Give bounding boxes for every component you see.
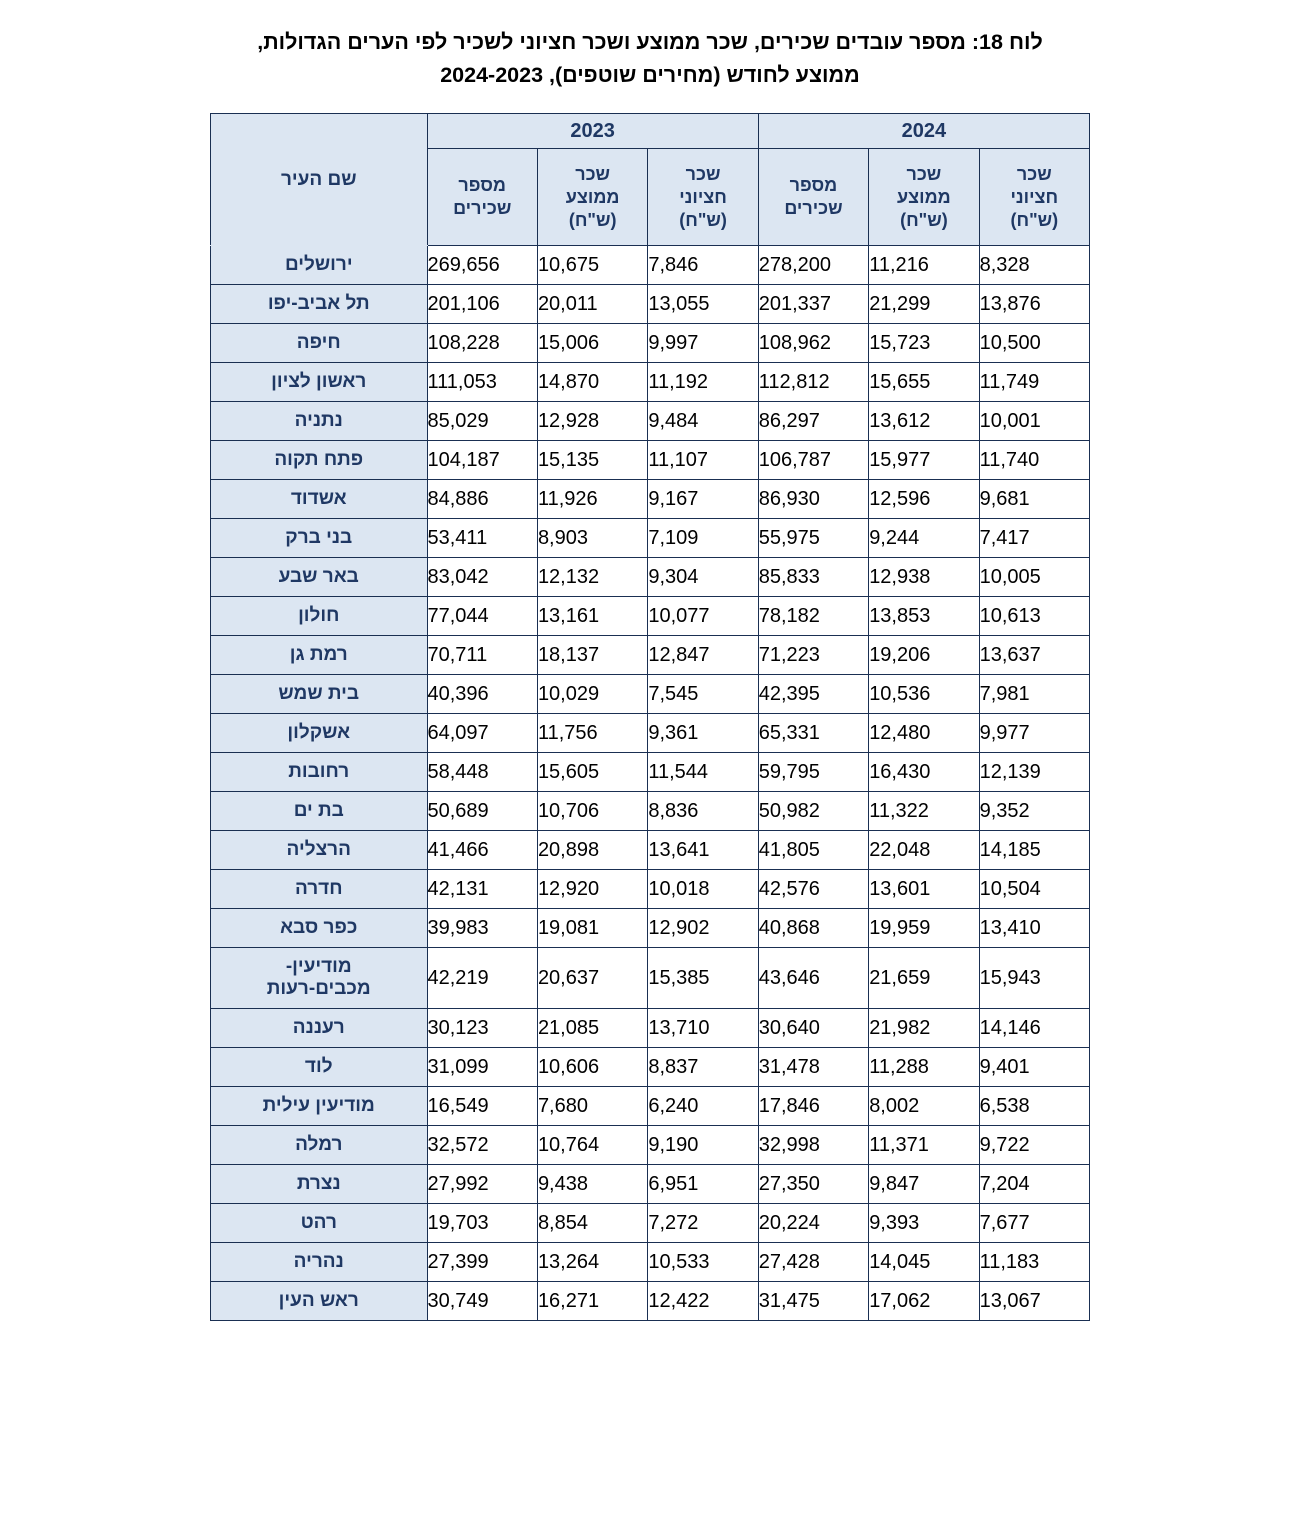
cell-2023-employees: 53,411 xyxy=(427,519,537,558)
cell-2023-median-wage: 9,167 xyxy=(648,480,758,519)
cell-2024-employees: 32,998 xyxy=(758,1126,868,1165)
table-row xyxy=(211,714,1090,753)
cell-city-name: חיפה xyxy=(211,324,428,363)
cell-city-name: לוד xyxy=(211,1048,428,1087)
cell-2024-employees: 41,805 xyxy=(758,831,868,870)
cell-2023-employees: 50,689 xyxy=(427,792,537,831)
table-row xyxy=(211,1204,1090,1243)
cell-2023-employees: 27,399 xyxy=(427,1243,537,1282)
cell-2024-employees: 112,812 xyxy=(758,363,868,402)
column-header-2023-average-wage: שכר ממוצע (ש"ח) xyxy=(537,149,647,246)
cell-2024-employees: 78,182 xyxy=(758,597,868,636)
table-row xyxy=(211,597,1090,636)
cell-2023-employees: 111,053 xyxy=(427,363,537,402)
cell-2023-median-wage: 11,544 xyxy=(648,753,758,792)
cell-city-name: באר שבע xyxy=(211,558,428,597)
cell-2023-employees: 70,711 xyxy=(427,636,537,675)
cell-city-name: אשדוד xyxy=(211,480,428,519)
cell-2024-employees: 43,646 xyxy=(758,948,868,1009)
table-row xyxy=(211,636,1090,675)
cell-2024-average-wage: 11,371 xyxy=(869,1126,979,1165)
cell-city-name: נצרת xyxy=(211,1165,428,1204)
cell-2024-employees: 50,982 xyxy=(758,792,868,831)
wages-by-city-table xyxy=(210,113,1090,1321)
cell-2023-employees: 31,099 xyxy=(427,1048,537,1087)
cell-2024-average-wage: 21,299 xyxy=(869,285,979,324)
cell-city-name: רחובות xyxy=(211,753,428,792)
cell-2024-average-wage: 22,048 xyxy=(869,831,979,870)
cell-2024-employees: 40,868 xyxy=(758,909,868,948)
cell-city-name: חולון xyxy=(211,597,428,636)
cell-2023-median-wage: 9,997 xyxy=(648,324,758,363)
column-header-2024-employees: מספר שכירים xyxy=(758,149,868,246)
cell-2023-employees: 42,219 xyxy=(427,948,537,1009)
cell-2024-median-wage: 9,352 xyxy=(979,792,1089,831)
cell-2024-median-wage: 12,139 xyxy=(979,753,1089,792)
cell-2024-average-wage: 21,982 xyxy=(869,1009,979,1048)
cell-city-name: רמת גן xyxy=(211,636,428,675)
table-row xyxy=(211,870,1090,909)
cell-2023-average-wage: 10,029 xyxy=(537,675,647,714)
cell-2024-employees: 86,297 xyxy=(758,402,868,441)
cell-2024-median-wage: 7,204 xyxy=(979,1165,1089,1204)
table-row xyxy=(211,909,1090,948)
cell-2024-median-wage: 7,981 xyxy=(979,675,1089,714)
cell-2024-median-wage: 8,328 xyxy=(979,246,1089,285)
cell-2024-employees: 27,428 xyxy=(758,1243,868,1282)
cell-2023-average-wage: 20,898 xyxy=(537,831,647,870)
cell-2023-median-wage: 8,837 xyxy=(648,1048,758,1087)
table-container xyxy=(210,113,1090,1321)
table-row xyxy=(211,792,1090,831)
table-row xyxy=(211,363,1090,402)
cell-2024-average-wage: 12,596 xyxy=(869,480,979,519)
cell-2023-employees: 84,886 xyxy=(427,480,537,519)
column-header-2024-median-wage: שכר חציוני (ש"ח) xyxy=(979,149,1089,246)
cell-2024-median-wage: 15,943 xyxy=(979,948,1089,1009)
cell-city-name: בת ים xyxy=(211,792,428,831)
cell-2024-employees: 108,962 xyxy=(758,324,868,363)
table-row xyxy=(211,753,1090,792)
cell-2023-median-wage: 7,109 xyxy=(648,519,758,558)
cell-2023-median-wage: 11,192 xyxy=(648,363,758,402)
cell-2023-employees: 83,042 xyxy=(427,558,537,597)
cell-2023-average-wage: 21,085 xyxy=(537,1009,647,1048)
cell-2024-average-wage: 12,480 xyxy=(869,714,979,753)
cell-2023-median-wage: 7,846 xyxy=(648,246,758,285)
table-header xyxy=(211,114,1090,246)
cell-2024-employees: 27,350 xyxy=(758,1165,868,1204)
cell-2023-average-wage: 14,870 xyxy=(537,363,647,402)
cell-2023-average-wage: 18,137 xyxy=(537,636,647,675)
cell-2023-median-wage: 11,107 xyxy=(648,441,758,480)
cell-2024-average-wage: 17,062 xyxy=(869,1282,979,1321)
cell-2023-median-wage: 15,385 xyxy=(648,948,758,1009)
cell-2023-median-wage: 13,710 xyxy=(648,1009,758,1048)
column-header-2023-employees: מספר שכירים xyxy=(427,149,537,246)
cell-2023-employees: 85,029 xyxy=(427,402,537,441)
cell-2023-employees: 30,123 xyxy=(427,1009,537,1048)
cell-city-name: בית שמש xyxy=(211,675,428,714)
cell-2023-median-wage: 13,641 xyxy=(648,831,758,870)
cell-2023-average-wage: 11,926 xyxy=(537,480,647,519)
cell-city-name: נתניה xyxy=(211,402,428,441)
page-title-line-1: לוח 18: מספר עובדים שכירים, שכר ממוצע ושכר חציוני לשכיר לפי הערים הגדולות, xyxy=(257,30,1043,54)
cell-2023-employees: 64,097 xyxy=(427,714,537,753)
table-row xyxy=(211,285,1090,324)
cell-2024-employees: 85,833 xyxy=(758,558,868,597)
cell-2024-median-wage: 11,749 xyxy=(979,363,1089,402)
cell-2024-employees: 17,846 xyxy=(758,1087,868,1126)
cell-city-name: רמלה xyxy=(211,1126,428,1165)
table-row xyxy=(211,831,1090,870)
cell-2024-median-wage: 11,740 xyxy=(979,441,1089,480)
cell-2023-average-wage: 12,928 xyxy=(537,402,647,441)
cell-2023-median-wage: 7,545 xyxy=(648,675,758,714)
cell-2024-average-wage: 11,322 xyxy=(869,792,979,831)
cell-2024-employees: 30,640 xyxy=(758,1009,868,1048)
column-header-city-label: שם העיר xyxy=(211,169,427,191)
cell-2023-employees: 269,656 xyxy=(427,246,537,285)
cell-2024-median-wage: 10,613 xyxy=(979,597,1089,636)
cell-2023-median-wage: 7,272 xyxy=(648,1204,758,1243)
cell-2023-average-wage: 13,264 xyxy=(537,1243,647,1282)
cell-2023-average-wage: 7,680 xyxy=(537,1087,647,1126)
cell-city-name: רעננה xyxy=(211,1009,428,1048)
cell-2023-average-wage: 16,271 xyxy=(537,1282,647,1321)
cell-2023-median-wage: 9,361 xyxy=(648,714,758,753)
column-header-2023-median-wage: שכר חציוני (ש"ח) xyxy=(648,149,758,246)
cell-2023-average-wage: 12,132 xyxy=(537,558,647,597)
table-row xyxy=(211,1282,1090,1321)
cell-city-name: בני ברק xyxy=(211,519,428,558)
cell-2023-median-wage: 6,240 xyxy=(648,1087,758,1126)
cell-2023-median-wage: 12,902 xyxy=(648,909,758,948)
cell-2023-average-wage: 15,135 xyxy=(537,441,647,480)
cell-2024-median-wage: 14,146 xyxy=(979,1009,1089,1048)
cell-2023-average-wage: 20,011 xyxy=(537,285,647,324)
table-row xyxy=(211,246,1090,285)
cell-2023-employees: 16,549 xyxy=(427,1087,537,1126)
cell-2024-average-wage: 13,853 xyxy=(869,597,979,636)
cell-2024-average-wage: 15,977 xyxy=(869,441,979,480)
cell-2023-average-wage: 12,920 xyxy=(537,870,647,909)
cell-2024-average-wage: 15,723 xyxy=(869,324,979,363)
table-row xyxy=(211,1165,1090,1204)
cell-2023-employees: 39,983 xyxy=(427,909,537,948)
cell-2024-average-wage: 13,601 xyxy=(869,870,979,909)
page-title-line-2: ממוצע לחודש (מחירים שוטפים), 2024-2023 xyxy=(440,62,860,87)
cell-2023-median-wage: 8,836 xyxy=(648,792,758,831)
table-row xyxy=(211,480,1090,519)
cell-2024-median-wage: 9,681 xyxy=(979,480,1089,519)
cell-2023-average-wage: 19,081 xyxy=(537,909,647,948)
cell-2023-average-wage: 10,675 xyxy=(537,246,647,285)
cell-2024-median-wage: 10,504 xyxy=(979,870,1089,909)
cell-city-name: חדרה xyxy=(211,870,428,909)
cell-city-name: רהט xyxy=(211,1204,428,1243)
table-row xyxy=(211,1048,1090,1087)
cell-2024-average-wage: 11,216 xyxy=(869,246,979,285)
cell-2023-employees: 42,131 xyxy=(427,870,537,909)
cell-2023-employees: 40,396 xyxy=(427,675,537,714)
cell-2024-employees: 31,475 xyxy=(758,1282,868,1321)
cell-2024-employees: 278,200 xyxy=(758,246,868,285)
cell-2024-employees: 31,478 xyxy=(758,1048,868,1087)
cell-2024-median-wage: 13,410 xyxy=(979,909,1089,948)
cell-2023-employees: 104,187 xyxy=(427,441,537,480)
cell-2024-median-wage: 14,185 xyxy=(979,831,1089,870)
cell-2024-employees: 42,576 xyxy=(758,870,868,909)
cell-2023-employees: 27,992 xyxy=(427,1165,537,1204)
cell-2023-employees: 58,448 xyxy=(427,753,537,792)
table-body xyxy=(211,246,1090,1321)
cell-city-name: פתח תקוה xyxy=(211,441,428,480)
table-row xyxy=(211,1243,1090,1282)
cell-2024-employees: 42,395 xyxy=(758,675,868,714)
document-page xyxy=(0,26,1300,1520)
cell-2024-median-wage: 10,001 xyxy=(979,402,1089,441)
cell-2024-average-wage: 15,655 xyxy=(869,363,979,402)
cell-2024-median-wage: 13,876 xyxy=(979,285,1089,324)
cell-2024-average-wage: 12,938 xyxy=(869,558,979,597)
cell-2023-average-wage: 10,764 xyxy=(537,1126,647,1165)
table-row xyxy=(211,402,1090,441)
cell-city-name xyxy=(211,948,428,1009)
cell-2023-average-wage: 10,706 xyxy=(537,792,647,831)
cell-city-name: ראש העין xyxy=(211,1282,428,1321)
cell-2024-average-wage: 21,659 xyxy=(869,948,979,1009)
cell-2023-employees: 30,749 xyxy=(427,1282,537,1321)
table-row xyxy=(211,675,1090,714)
cell-2024-average-wage: 16,430 xyxy=(869,753,979,792)
cell-2023-average-wage: 8,854 xyxy=(537,1204,647,1243)
table-row xyxy=(211,324,1090,363)
cell-city-name: ראשון לציון xyxy=(211,363,428,402)
cell-2024-median-wage: 10,500 xyxy=(979,324,1089,363)
cell-city-name: נהריה xyxy=(211,1243,428,1282)
cell-2024-employees: 59,795 xyxy=(758,753,868,792)
cell-city-name: ירושלים xyxy=(211,246,428,285)
table-row xyxy=(211,1009,1090,1048)
cell-2024-average-wage: 9,393 xyxy=(869,1204,979,1243)
table-row xyxy=(211,1126,1090,1165)
cell-2024-employees: 55,975 xyxy=(758,519,868,558)
cell-2024-employees: 20,224 xyxy=(758,1204,868,1243)
cell-2024-median-wage: 7,417 xyxy=(979,519,1089,558)
cell-2023-employees: 19,703 xyxy=(427,1204,537,1243)
year-header-2023: 2023 xyxy=(427,114,758,149)
table-row xyxy=(211,1087,1090,1126)
cell-2024-median-wage: 9,722 xyxy=(979,1126,1089,1165)
cell-2024-average-wage: 19,959 xyxy=(869,909,979,948)
year-header-2024: 2024 xyxy=(758,114,1089,149)
cell-2023-average-wage: 8,903 xyxy=(537,519,647,558)
cell-city-name-line-1: מודיעין- xyxy=(285,955,352,977)
cell-2024-employees: 71,223 xyxy=(758,636,868,675)
cell-2023-average-wage: 15,605 xyxy=(537,753,647,792)
table-row xyxy=(211,519,1090,558)
cell-2023-median-wage: 10,533 xyxy=(648,1243,758,1282)
cell-2023-median-wage: 12,422 xyxy=(648,1282,758,1321)
cell-2023-median-wage: 9,484 xyxy=(648,402,758,441)
cell-2024-median-wage: 10,005 xyxy=(979,558,1089,597)
column-header-2024-average-wage: שכר ממוצע (ש"ח) xyxy=(869,149,979,246)
cell-2024-employees: 106,787 xyxy=(758,441,868,480)
cell-2023-employees: 41,466 xyxy=(427,831,537,870)
cell-2023-average-wage: 15,006 xyxy=(537,324,647,363)
cell-city-name: הרצליה xyxy=(211,831,428,870)
cell-2023-median-wage: 12,847 xyxy=(648,636,758,675)
cell-2023-median-wage: 6,951 xyxy=(648,1165,758,1204)
cell-2024-median-wage: 13,637 xyxy=(979,636,1089,675)
table-row xyxy=(211,948,1090,1009)
cell-2024-median-wage: 11,183 xyxy=(979,1243,1089,1282)
cell-2024-average-wage: 11,288 xyxy=(869,1048,979,1087)
table-row xyxy=(211,558,1090,597)
column-header-city xyxy=(211,114,428,246)
page-title xyxy=(120,26,1180,91)
cell-2023-median-wage: 10,018 xyxy=(648,870,758,909)
cell-city-name: כפר סבא xyxy=(211,909,428,948)
cell-2023-employees: 201,106 xyxy=(427,285,537,324)
cell-city-name: אשקלון xyxy=(211,714,428,753)
cell-2023-average-wage: 11,756 xyxy=(537,714,647,753)
cell-2024-median-wage: 9,977 xyxy=(979,714,1089,753)
cell-2024-average-wage: 9,847 xyxy=(869,1165,979,1204)
cell-2023-average-wage: 10,606 xyxy=(537,1048,647,1087)
cell-city-name: תל אביב-יפו xyxy=(211,285,428,324)
cell-2023-median-wage: 9,190 xyxy=(648,1126,758,1165)
cell-2023-average-wage: 13,161 xyxy=(537,597,647,636)
cell-2024-employees: 86,930 xyxy=(758,480,868,519)
cell-2023-employees: 77,044 xyxy=(427,597,537,636)
cell-2024-median-wage: 7,677 xyxy=(979,1204,1089,1243)
cell-2023-employees: 32,572 xyxy=(427,1126,537,1165)
table-row xyxy=(211,441,1090,480)
cell-2024-average-wage: 10,536 xyxy=(869,675,979,714)
cell-2024-average-wage: 19,206 xyxy=(869,636,979,675)
cell-2023-employees: 108,228 xyxy=(427,324,537,363)
cell-2023-median-wage: 13,055 xyxy=(648,285,758,324)
cell-2024-average-wage: 8,002 xyxy=(869,1087,979,1126)
cell-2023-average-wage: 20,637 xyxy=(537,948,647,1009)
cell-2023-average-wage: 9,438 xyxy=(537,1165,647,1204)
cell-2024-average-wage: 9,244 xyxy=(869,519,979,558)
cell-city-name: מודיעין עילית xyxy=(211,1087,428,1126)
cell-2024-employees: 65,331 xyxy=(758,714,868,753)
cell-2024-average-wage: 13,612 xyxy=(869,402,979,441)
cell-2024-median-wage: 13,067 xyxy=(979,1282,1089,1321)
cell-2023-median-wage: 9,304 xyxy=(648,558,758,597)
cell-2024-employees: 201,337 xyxy=(758,285,868,324)
cell-2023-median-wage: 10,077 xyxy=(648,597,758,636)
year-header-row xyxy=(211,114,1090,149)
cell-2024-median-wage: 9,401 xyxy=(979,1048,1089,1087)
cell-2024-median-wage: 6,538 xyxy=(979,1087,1089,1126)
cell-2024-average-wage: 14,045 xyxy=(869,1243,979,1282)
cell-city-name-line-2: מכבים-רעות xyxy=(266,978,371,1000)
